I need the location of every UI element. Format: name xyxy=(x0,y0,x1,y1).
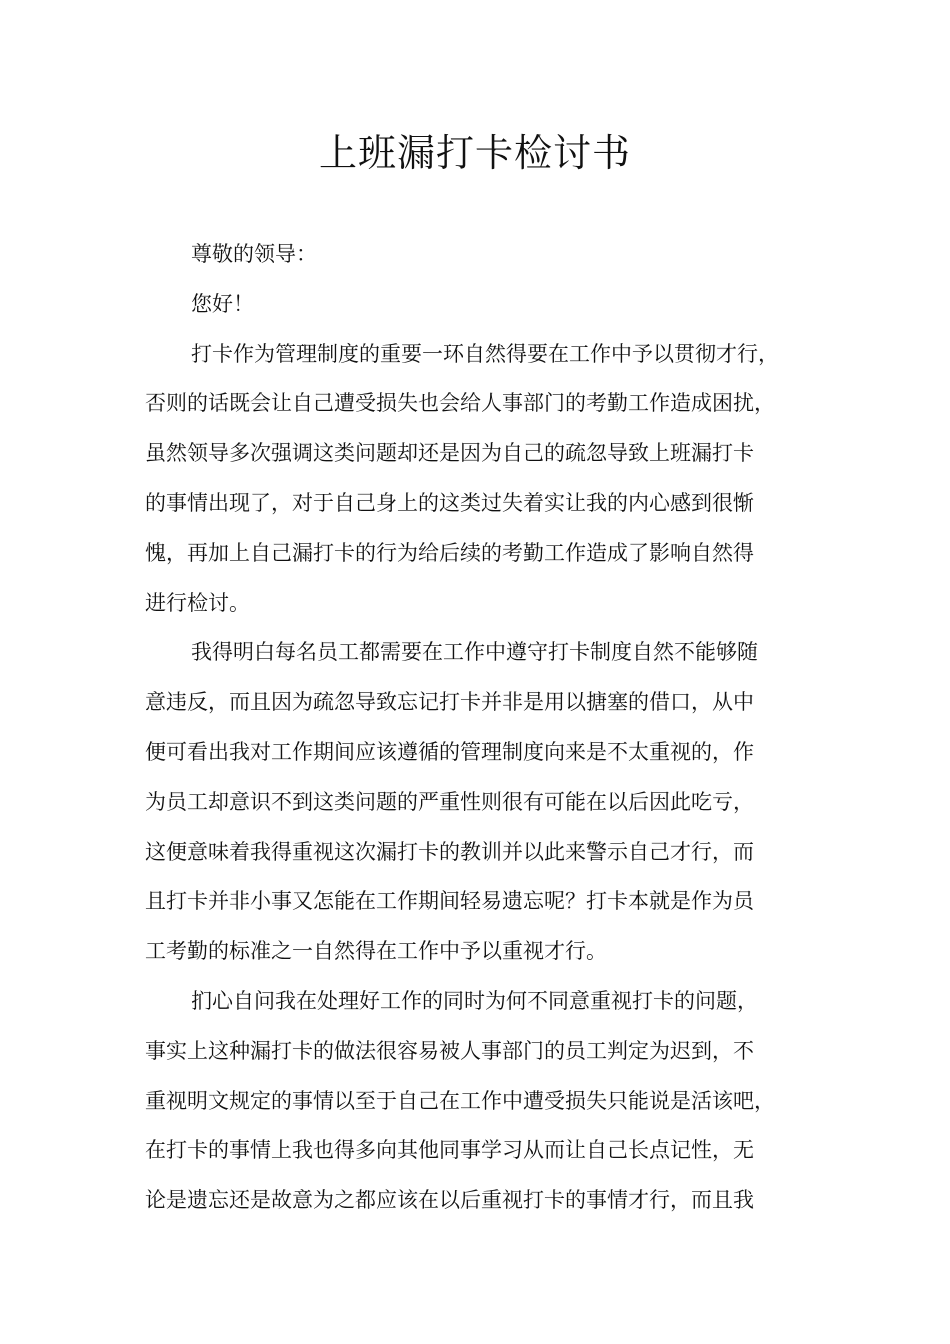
paragraph-line: 事实上这种漏打卡的做法很容易被人事部门的员工判定为迟到，不 xyxy=(145,1038,754,1063)
paragraph-line: 为员工却意识不到这类问题的严重性则很有可能在以后因此吃亏， xyxy=(145,789,754,814)
document-title: 上班漏打卡检讨书 xyxy=(318,131,631,175)
paragraph-line: 虽然领导多次强调这类问题却还是因为自己的疏忽导致上班漏打卡 xyxy=(145,441,754,466)
salutation: 尊敬的领导： xyxy=(191,242,317,266)
paragraph-line: 打卡作为管理制度的重要一环自然得要在工作中予以贯彻才行， xyxy=(191,341,779,366)
paragraph-3 xyxy=(145,977,809,1226)
greeting: 您好！ xyxy=(191,291,254,316)
paragraph-line: 这便意味着我得重视这次漏打卡的教训并以此来警示自己才行，而 xyxy=(145,839,754,864)
document-body xyxy=(145,230,809,1226)
paragraph-line: 的事情出现了，对于自己身上的这类过失着实让我的内心感到很惭 xyxy=(145,490,754,515)
paragraph-line: 意违反，而且因为疏忽导致忘记打卡并非是用以搪塞的借口，从中 xyxy=(145,690,754,715)
paragraph-line: 我得明白每名员工都需要在工作中遵守打卡制度自然不能够随 xyxy=(191,640,758,665)
paragraph-1 xyxy=(145,330,809,629)
paragraph-line: 且打卡并非小事又怎能在工作期间轻易遗忘呢？打卡本就是作为员 xyxy=(145,889,754,914)
paragraph-line: 论是遗忘还是故意为之都应该在以后重视打卡的事情才行，而且我 xyxy=(145,1188,754,1213)
paragraph-line: 否则的话既会让自己遭受损失也会给人事部门的考勤工作造成困扰， xyxy=(145,391,775,416)
paragraph-line: 便可看出我对工作期间应该遵循的管理制度向来是不太重视的，作 xyxy=(145,739,754,764)
paragraph-line: 进行检讨。 xyxy=(145,590,250,615)
paragraph-line: 愧，再加上自己漏打卡的行为给后续的考勤工作造成了影响自然得 xyxy=(145,540,754,565)
paragraph-line: 重视明文规定的事情以至于自己在工作中遭受损失只能说是活该吧， xyxy=(145,1088,775,1113)
paragraph-line: 扪心自问我在处理好工作的同时为何不同意重视打卡的问题， xyxy=(191,988,758,1013)
paragraph-2 xyxy=(145,628,809,977)
paragraph-line: 工考勤的标准之一自然得在工作中予以重视才行。 xyxy=(145,939,607,964)
paragraph-line: 在打卡的事情上我也得多向其他同事学习从而让自己长点记性，无 xyxy=(145,1138,754,1163)
